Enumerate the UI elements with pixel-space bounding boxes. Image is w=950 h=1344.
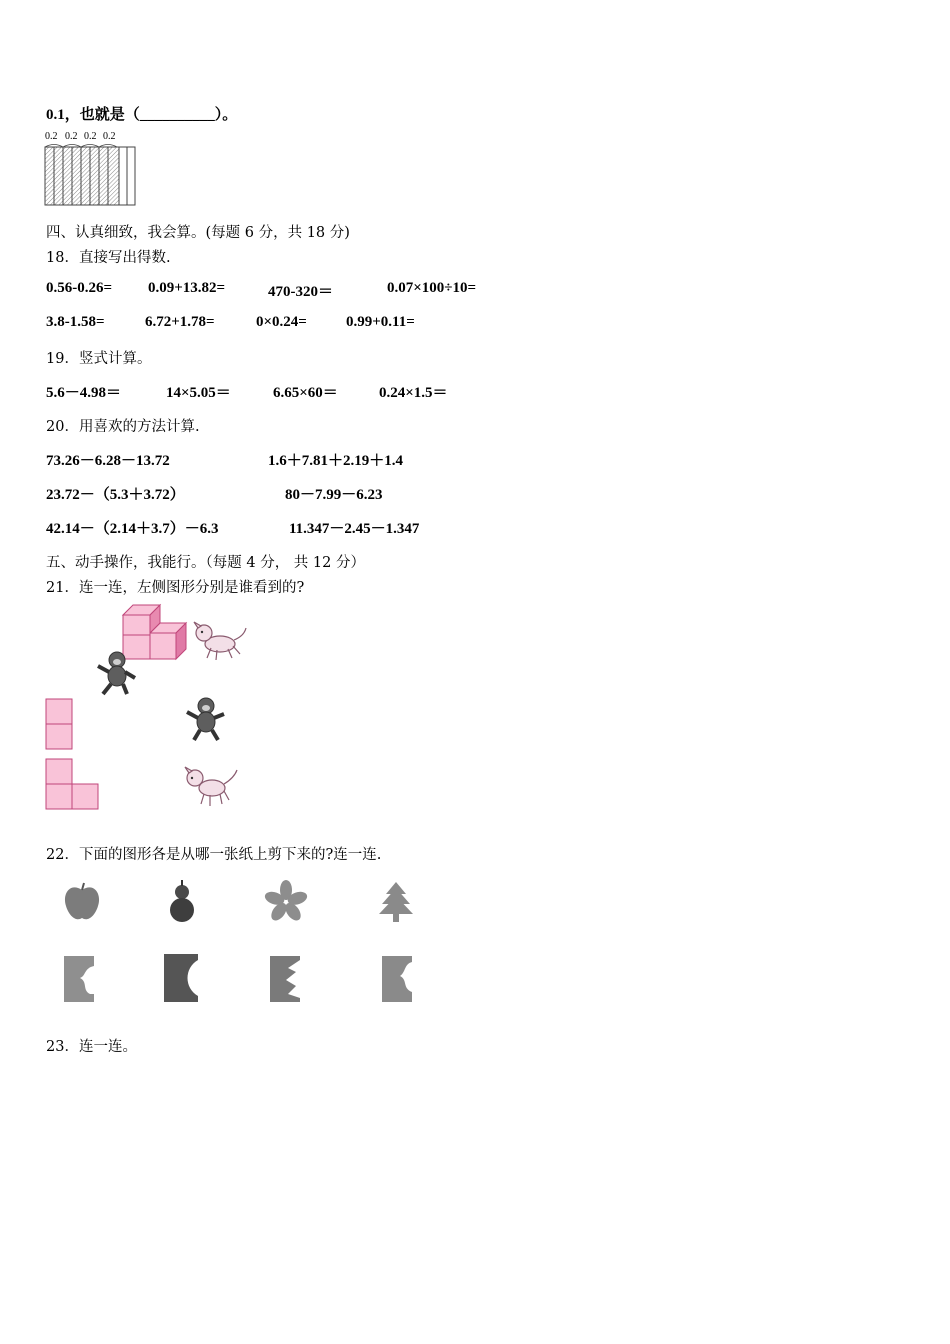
- q20-title: 20．用喜欢的方法计算.: [46, 419, 200, 435]
- q19-item: 5.6－4.98＝: [46, 385, 122, 401]
- q20-item: 42.14－（2.14＋3.7）－6.3: [46, 521, 219, 537]
- q22-title: 22．下面的图形各是从哪一张纸上剪下来的?连一连.: [46, 847, 382, 863]
- monkey-icon: [93, 650, 139, 696]
- gourd-shape-icon: [162, 878, 202, 926]
- q18-item: 0.56-0.26=: [46, 280, 113, 296]
- q20-item: 73.26－6.28－13.72: [46, 453, 170, 469]
- flower-shape-icon: [264, 880, 308, 924]
- monkey-icon: [182, 696, 228, 742]
- q18-item: 0×0.24=: [256, 314, 307, 330]
- q18-item: 470-320＝: [268, 284, 333, 300]
- section4-heading: 四、认真细致，我会算。(每题 6 分，共 18 分): [46, 225, 350, 241]
- q18-item: 0.09+13.82=: [148, 280, 226, 296]
- section5-heading: 五、动手操作，我能行。（每题 4 分， 共 12 分）: [46, 555, 365, 571]
- paper-cutout-1-icon: [60, 954, 100, 1004]
- q18-item: 0.99+0.11=: [346, 314, 415, 330]
- q18-item: 6.72+1.78=: [145, 314, 215, 330]
- apple-shape-icon: [60, 880, 104, 924]
- q20-item: 1.6＋7.81＋2.19＋1.4: [268, 453, 404, 469]
- q21-title: 21．连一连，左侧图形分别是谁看到的?: [46, 580, 305, 596]
- dog-icon: [182, 764, 240, 808]
- q20-item: 11.347－2.45－1.347: [289, 521, 420, 537]
- q19-item: 0.24×1.5＝: [379, 385, 448, 401]
- q18-item: 0.07×100÷10=: [387, 280, 477, 296]
- q23-title: 23．连一连。: [46, 1039, 137, 1055]
- paper-cutout-3-icon: [266, 954, 306, 1004]
- dog-icon: [192, 618, 250, 662]
- bar-label-4: 0.2: [103, 131, 116, 142]
- paper-cutout-2-icon: [160, 952, 204, 1006]
- bar-label-2: 0.2: [65, 131, 78, 142]
- tree-shape-icon: [376, 880, 416, 924]
- q19-item: 6.65×60＝: [273, 385, 338, 401]
- side-view-figure: [45, 698, 75, 752]
- front-view-figure: [45, 758, 101, 812]
- q18-item: 3.8-1.58=: [46, 314, 105, 330]
- q19-title: 19．竖式计算。: [46, 351, 152, 367]
- q20-item: 23.72－（5.3＋3.72）: [46, 487, 185, 503]
- q20-item: 80－7.99－6.23: [285, 487, 383, 503]
- q17-tail: 0.1，也就是（__________）。: [46, 107, 238, 123]
- q19-item: 14×5.05＝: [166, 385, 231, 401]
- decimal-bar-diagram: [44, 143, 139, 206]
- q18-title: 18．直接写出得数.: [46, 250, 171, 266]
- bar-label-1: 0.2: [45, 131, 58, 142]
- paper-cutout-4-icon: [378, 954, 418, 1004]
- bar-label-3: 0.2: [84, 131, 97, 142]
